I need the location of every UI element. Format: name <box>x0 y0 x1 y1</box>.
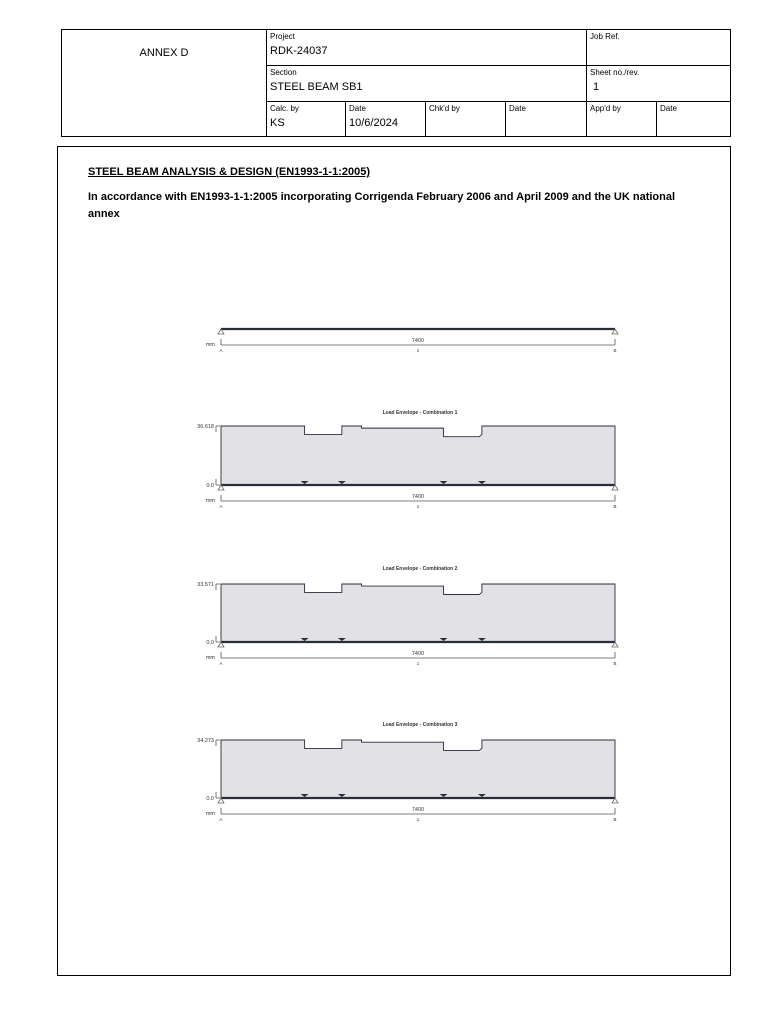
y-min-label: 0.0 <box>206 640 214 646</box>
y-max-label: 36.618 <box>197 424 214 430</box>
span-length-label: 7400 <box>411 651 425 657</box>
dimension-unit: mm <box>205 811 215 817</box>
y-max-label: 34.273 <box>197 738 214 744</box>
dimension-unit: mm <box>205 498 215 504</box>
page-title: STEEL BEAM ANALYSIS & DESIGN (EN1993-1-1:2005) <box>88 166 371 178</box>
support-b-label: B <box>613 348 617 353</box>
support-a-label: A <box>219 504 223 509</box>
calcby-value: KS <box>270 117 285 129</box>
jobref-label: Job Ref. <box>590 32 620 41</box>
span-length-label: 7400 <box>411 494 425 500</box>
chkdby-label: Chk'd by <box>429 104 460 113</box>
support-b-label: B <box>613 817 617 822</box>
span-id-label: 1 <box>416 817 420 822</box>
y-min-label: 0.0 <box>206 483 214 489</box>
load-envelope-area <box>221 426 615 485</box>
sheet-label: Sheet no./rev. <box>590 68 640 77</box>
y-axis-bottom-tick <box>216 792 220 798</box>
support-a-label: A <box>219 817 223 822</box>
date-label: Date <box>349 104 366 113</box>
sheet-value: 1 <box>593 81 600 93</box>
page-subtitle: In accordance with EN1993-1-1:2005 incorporating Corrigenda February 2006 and April 2009 and the UK national annex <box>88 191 676 220</box>
support-b-label: B <box>613 504 617 509</box>
span-length-label: 7400 <box>411 807 425 813</box>
beam-diagram <box>206 329 618 353</box>
chart-title: Load Envelope - Combination 3 <box>382 722 458 728</box>
section-value: STEEL BEAM SB1 <box>270 81 363 93</box>
span-id-label: 1 <box>416 661 420 666</box>
y-max-label: 33.571 <box>197 582 214 588</box>
annex-label: ANNEX D <box>139 47 189 59</box>
y-axis-bottom-tick <box>216 636 220 642</box>
calcby-label: Calc. by <box>270 104 299 113</box>
date-value: 10/6/2024 <box>349 117 398 129</box>
section-label: Section <box>270 68 297 77</box>
load-envelopes <box>197 410 618 822</box>
load-envelope-area <box>221 740 615 798</box>
dimension-unit: mm <box>205 655 215 661</box>
dimension-unit: mm <box>205 342 215 348</box>
y-axis-top-tick <box>216 584 220 590</box>
span-length-label: 7400 <box>411 338 425 344</box>
support-b-label: B <box>613 661 617 666</box>
date2-label: Date <box>509 104 526 113</box>
date3-label: Date <box>660 104 677 113</box>
span-id-label: 1 <box>416 348 420 353</box>
project-value: RDK-24037 <box>270 45 328 57</box>
project-label: Project <box>270 32 295 41</box>
load-envelope-chart <box>197 566 618 666</box>
support-a-label: A <box>219 661 223 666</box>
chart-title: Load Envelope - Combination 1 <box>382 410 458 416</box>
y-axis-top-tick <box>216 426 220 432</box>
span-id-label: 1 <box>416 504 420 509</box>
appdby-label: App'd by <box>590 104 621 113</box>
load-envelope-area <box>221 584 615 642</box>
y-axis-top-tick <box>216 740 220 746</box>
chart-title: Load Envelope - Combination 2 <box>382 566 458 572</box>
y-axis-bottom-tick <box>216 479 220 485</box>
load-envelope-chart <box>197 722 618 822</box>
load-envelope-chart <box>197 410 618 509</box>
support-a-label: A <box>219 348 223 353</box>
y-min-label: 0.0 <box>206 796 214 802</box>
